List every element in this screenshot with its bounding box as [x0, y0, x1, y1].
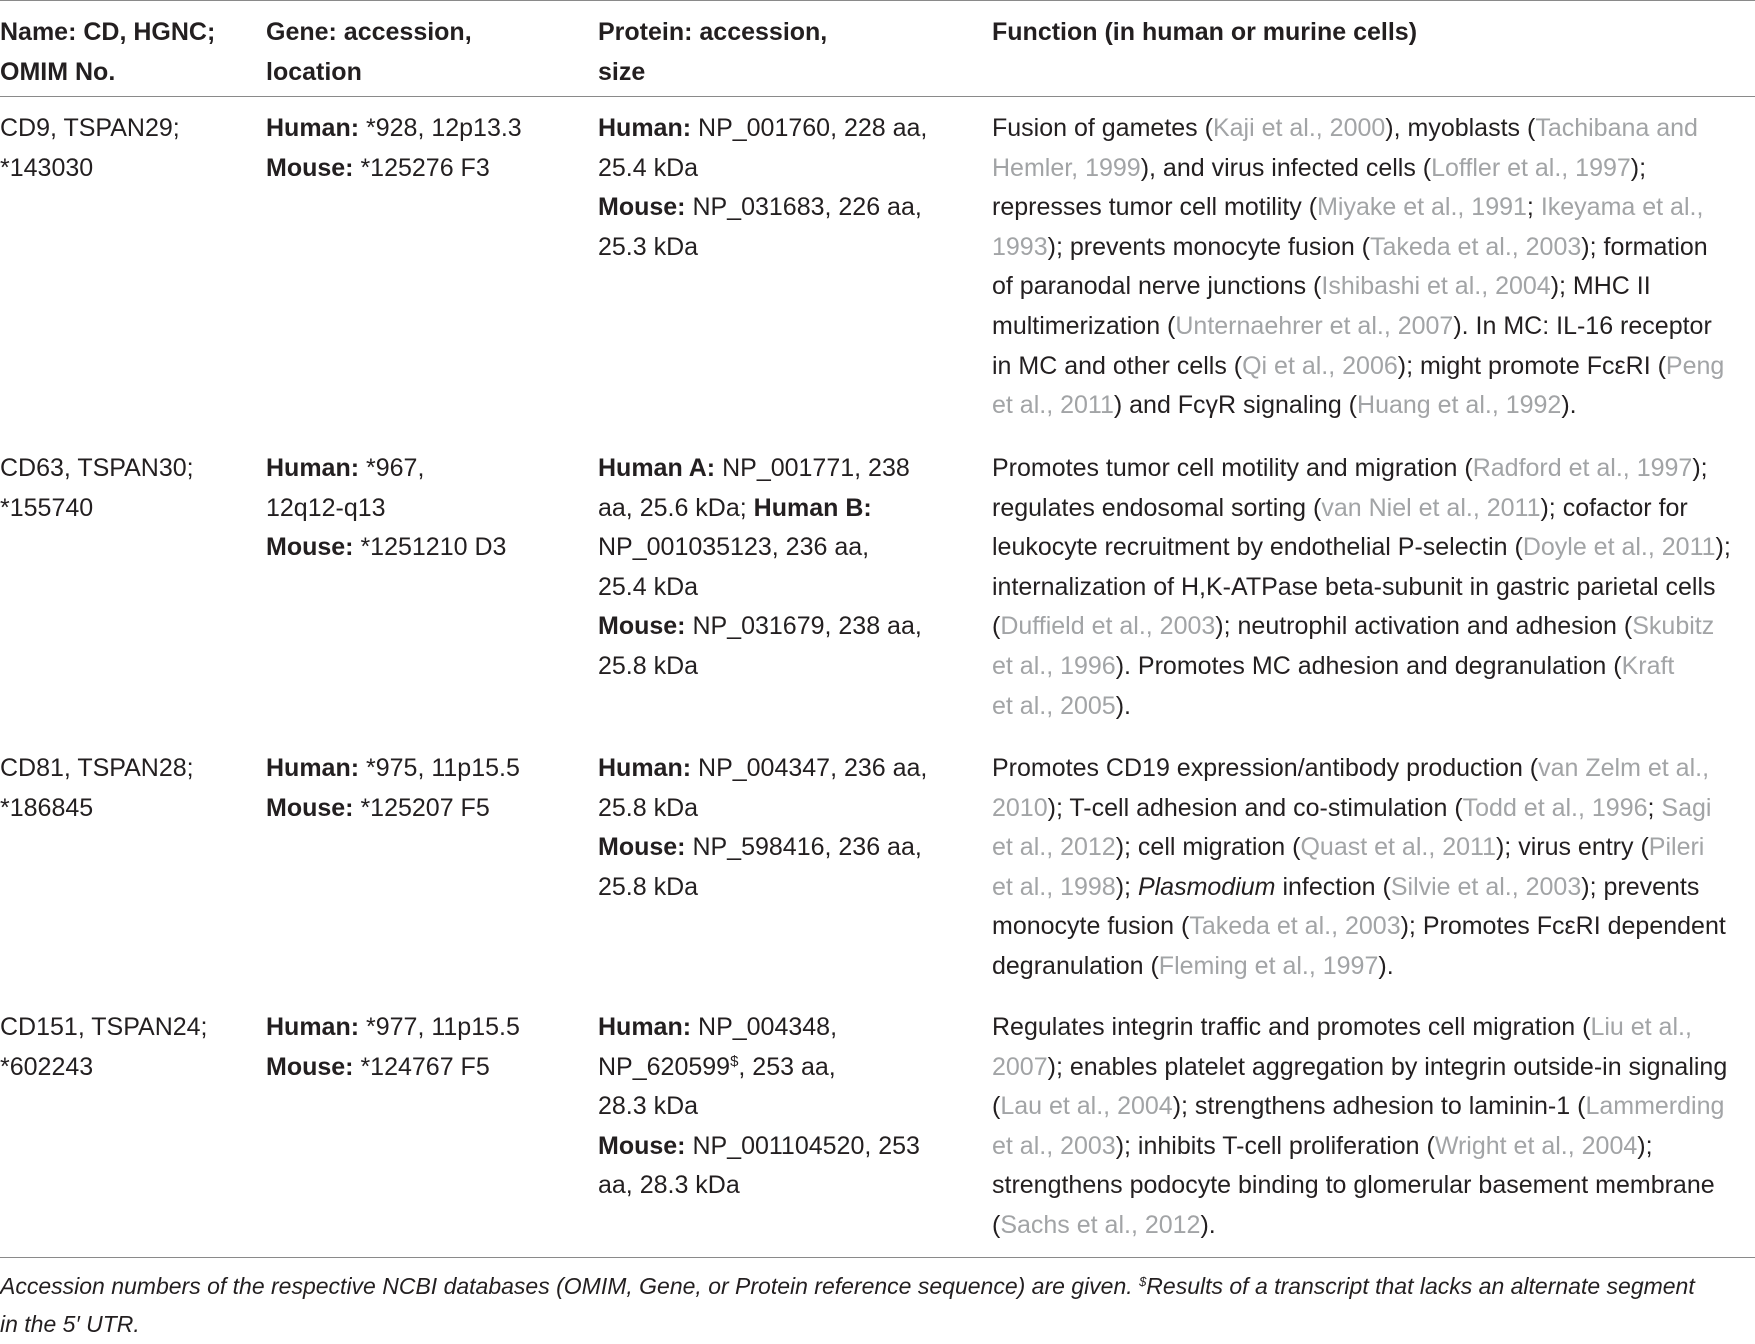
name-text: *186845	[0, 793, 94, 822]
protein-text: 25.4 kDa	[598, 572, 699, 601]
cell-line	[992, 1127, 1727, 1167]
function-text: Fusion of gametes (	[992, 114, 1213, 142]
protein-text: NP_001760, 228 aa,	[691, 114, 928, 142]
function-text: ).	[1561, 391, 1577, 420]
citation-link: Unternaehrer et al., 2007	[1175, 311, 1454, 340]
protein-text: NP_001771, 238	[715, 454, 910, 482]
header-protein-line: Protein: accession,	[598, 18, 828, 46]
function-text: (	[992, 612, 1001, 641]
citation-link: Hemler, 1999	[992, 153, 1141, 182]
function-text: (	[992, 1210, 1001, 1239]
citation-link: Todd et al., 1996	[1462, 793, 1648, 822]
function-text: );	[1637, 1131, 1653, 1160]
protein-text: NP_031683, 226 aa,	[685, 193, 922, 222]
function-text: );	[1630, 153, 1647, 182]
header-gene	[266, 12, 472, 92]
function-text: multimerization (	[992, 311, 1176, 340]
header-name-line: OMIM No.	[0, 58, 116, 86]
cell-line	[598, 489, 922, 529]
function-text: ); Promotes FcεRI dependent	[1400, 912, 1726, 941]
name-text: *143030	[0, 153, 94, 182]
name-text: CD63, TSPAN30;	[0, 454, 194, 482]
citation-link: Lau et al., 2004	[1000, 1092, 1173, 1121]
function-text: ); T-cell adhesion and co-stimulation (	[1047, 793, 1463, 822]
italic-term: Plasmodium	[1137, 872, 1276, 901]
gene-text: *125207 F5	[353, 793, 490, 822]
cell-line	[266, 1048, 520, 1088]
protein-cell	[598, 449, 922, 687]
cell-line	[266, 489, 506, 529]
cell-line	[266, 449, 506, 489]
species-label: Human:	[598, 1013, 692, 1041]
citation-link: Huang et al., 1992	[1357, 391, 1562, 420]
citation-link: Skubitz	[1632, 612, 1715, 641]
name-cell	[0, 449, 194, 528]
gene-cell	[266, 749, 520, 828]
citation-link: 1993	[992, 232, 1048, 261]
citation-link: et al., 1996	[992, 651, 1116, 680]
header-rule	[0, 96, 1755, 97]
function-text: monocyte fusion (	[992, 912, 1190, 941]
citation-link: 2010	[992, 793, 1048, 822]
cell-line	[0, 109, 180, 149]
citation-link: Loffler et al., 1997	[1431, 153, 1631, 182]
cell-line	[598, 607, 922, 647]
function-text: ); neutrophil activation and adhesion (	[1215, 612, 1633, 641]
function-text: ), myoblasts (	[1385, 114, 1536, 142]
gene-text: 12q12-q13	[266, 493, 386, 522]
cell-line	[992, 947, 1726, 987]
footnote-symbol: $	[730, 1052, 739, 1070]
citation-link: van Zelm et al.,	[1538, 754, 1710, 782]
species-label: Human:	[598, 114, 692, 142]
cell-line	[992, 449, 1731, 489]
cell-line	[598, 449, 922, 489]
protein-cell	[598, 1008, 920, 1206]
protein-text: , 253 aa,	[738, 1052, 836, 1081]
name-cell	[0, 109, 180, 188]
citation-link: Doyle et al., 2011	[1522, 533, 1716, 562]
gene-cell	[266, 109, 522, 188]
cell-line	[598, 109, 927, 149]
cell-line	[992, 1206, 1727, 1246]
function-text: Regulates integrin traffic and promotes cell migration (	[992, 1013, 1591, 1041]
cell-line	[598, 647, 922, 687]
table-footnote	[0, 1267, 1750, 1343]
cell-line	[992, 188, 1724, 228]
citation-link: Peng	[1665, 351, 1725, 380]
cell-line	[992, 109, 1724, 149]
cell-line	[266, 149, 522, 189]
species-label: Mouse:	[266, 533, 354, 562]
species-label: Human:	[266, 754, 360, 782]
cell-line	[992, 907, 1726, 947]
cell-line	[598, 528, 922, 568]
gene-cell	[266, 1008, 520, 1087]
cell-line	[598, 828, 927, 868]
species-label: Mouse:	[598, 833, 686, 862]
cell-line	[992, 307, 1724, 347]
function-text: ); inhibits T-cell proliferation (	[1115, 1131, 1435, 1160]
name-cell	[0, 749, 194, 828]
citation-link: Tachibana and	[1535, 114, 1698, 142]
function-text: ). In MC: IL-16 receptor	[1453, 311, 1712, 340]
species-label: Mouse:	[266, 793, 354, 822]
function-text: of paranodal nerve junctions (	[992, 272, 1322, 301]
header-function	[992, 12, 1417, 52]
function-text: ); strengthens adhesion to laminin-1 (	[1172, 1092, 1586, 1121]
function-text: ); prevents	[1581, 872, 1700, 901]
header-name-line: Name: CD, HGNC;	[0, 18, 216, 46]
species-label: Human:	[598, 754, 692, 782]
citation-link: Ikeyama et al.,	[1540, 193, 1704, 222]
citation-link: Sachs et al., 2012	[1000, 1210, 1201, 1239]
cell-line	[992, 528, 1731, 568]
cell-line	[266, 749, 520, 789]
function-text: ); virus entry (	[1495, 833, 1649, 862]
header-gene-line: Gene: accession,	[266, 18, 472, 46]
cell-line	[598, 1048, 920, 1088]
protein-cell	[598, 749, 927, 907]
cell-line	[992, 489, 1731, 529]
species-label: Mouse:	[266, 153, 354, 182]
function-text: in MC and other cells (	[992, 351, 1243, 380]
cell-line	[992, 267, 1724, 307]
footnote-text: Accession numbers of the respective NCBI databases (OMIM, Gene, or Protein reference sequence) are given.	[0, 1273, 1140, 1299]
citation-link: Wright et al., 2004	[1434, 1131, 1638, 1160]
species-label: Human B:	[753, 493, 872, 522]
species-label: Human:	[266, 454, 360, 482]
cell-line	[992, 749, 1726, 789]
function-text: ) and FcγR signaling (	[1113, 391, 1358, 420]
function-text: ;	[1647, 793, 1662, 822]
function-text: ), and virus infected cells (	[1140, 153, 1432, 182]
cell-line	[0, 1008, 208, 1048]
cell-line	[0, 449, 194, 489]
bottom-rule	[0, 1257, 1755, 1258]
gene-cell	[266, 449, 506, 568]
citation-link: Duffield et al., 2003	[1000, 612, 1216, 641]
function-text: represses tumor cell motility (	[992, 193, 1318, 222]
cell-line	[598, 789, 927, 829]
cell-line	[266, 1008, 520, 1048]
citation-link: Kraft	[1621, 651, 1675, 680]
name-text: CD81, TSPAN28;	[0, 754, 194, 782]
citation-link: Pileri	[1648, 833, 1705, 862]
citation-link: et al., 2011	[992, 391, 1114, 420]
gene-text: *975, 11p15.5	[359, 754, 520, 782]
footnote-symbol: $	[1139, 1274, 1147, 1289]
function-text: ); cofactor for	[1540, 493, 1688, 522]
cell-line	[992, 568, 1731, 608]
protein-text: 25.8 kDa	[598, 793, 699, 822]
citation-link: Radford et al., 1997	[1472, 454, 1693, 482]
name-cell	[0, 1008, 208, 1087]
citation-link: Silvie et al., 2003	[1390, 872, 1582, 901]
citation-link: et al., 2003	[992, 1131, 1116, 1160]
cell-line	[992, 789, 1726, 829]
function-text: ); enables platelet aggregation by integrin outside-in signaling	[1047, 1052, 1728, 1081]
function-text: regulates endosomal sorting (	[992, 493, 1322, 522]
gene-text: *967,	[359, 454, 425, 482]
function-text: ); formation	[1581, 232, 1708, 261]
citation-link: Quast et al., 2011	[1300, 833, 1496, 862]
cell-line	[0, 489, 194, 529]
species-label: Human A:	[598, 454, 716, 482]
function-text: infection (	[1275, 872, 1391, 901]
protein-text: NP_004347, 236 aa,	[691, 754, 928, 782]
protein-text: 25.8 kDa	[598, 651, 699, 680]
gene-text: *977, 11p15.5	[359, 1013, 520, 1041]
cell-line	[992, 149, 1724, 189]
function-text: ); MHC II	[1550, 272, 1651, 301]
cell-line	[992, 1087, 1727, 1127]
citation-link: Miyake et al., 1991	[1317, 193, 1527, 222]
species-label: Human:	[266, 114, 360, 142]
cell-line	[0, 789, 194, 829]
cell-line	[598, 1127, 920, 1167]
function-text: Promotes CD19 expression/antibody production (	[992, 754, 1539, 782]
cell-line	[992, 1008, 1727, 1048]
function-text: strengthens podocyte binding to glomerular basement membrane	[992, 1171, 1715, 1200]
function-text: ;	[1526, 193, 1541, 222]
cell-line	[598, 228, 927, 268]
gene-text: *124767 F5	[353, 1052, 490, 1081]
cell-line	[598, 1087, 920, 1127]
header-function-line: Function (in human or murine cells)	[992, 18, 1418, 46]
function-text: );	[1715, 533, 1731, 562]
protein-text: 28.3 kDa	[598, 1092, 699, 1121]
function-text: (	[992, 1092, 1001, 1121]
citation-link: Sagi	[1661, 793, 1712, 822]
function-text: ); cell migration (	[1115, 833, 1301, 862]
function-cell	[992, 109, 1724, 426]
citation-link: Fleming et al., 1997	[1158, 951, 1379, 980]
header-gene-line: location	[266, 58, 362, 86]
protein-text: 25.4 kDa	[598, 153, 699, 182]
citation-link: Kaji et al., 2000	[1212, 114, 1386, 142]
cell-line	[992, 1048, 1727, 1088]
citation-link: et al., 2005	[992, 691, 1116, 720]
species-label: Mouse:	[266, 1052, 354, 1081]
citation-link: Takeda et al., 2003	[1189, 912, 1401, 941]
protein-text: NP_001104520, 253	[685, 1131, 920, 1160]
cell-line	[992, 647, 1731, 687]
footnote-text: in the 5′ UTR.	[0, 1311, 140, 1337]
cell-line	[266, 109, 522, 149]
footnote-text: Results of a transcript that lacks an alternate segment	[1146, 1273, 1695, 1299]
function-text: internalization of H,K-ATPase beta-subunit in gastric parietal cells	[992, 572, 1716, 601]
name-text: *602243	[0, 1052, 94, 1081]
gene-text: *1251210 D3	[353, 533, 507, 562]
function-text: );	[1692, 454, 1708, 482]
species-label: Human:	[266, 1013, 360, 1041]
cell-line	[0, 1048, 208, 1088]
citation-link: et al., 1998	[992, 872, 1116, 901]
cell-line	[992, 868, 1726, 908]
cell-line	[992, 828, 1726, 868]
header-protein-line: size	[598, 58, 646, 86]
protein-text: NP_598416, 236 aa,	[685, 833, 922, 862]
function-text: ).	[1378, 951, 1394, 980]
cell-line	[598, 1008, 920, 1048]
function-text: ).	[1115, 691, 1131, 720]
function-text: ); prevents monocyte fusion (	[1047, 232, 1370, 261]
cell-line	[598, 188, 927, 228]
cell-line	[992, 1166, 1727, 1206]
species-label: Mouse:	[598, 1131, 686, 1160]
function-cell	[992, 749, 1726, 987]
protein-text: aa, 28.3 kDa	[598, 1171, 740, 1200]
protein-text: NP_001035123, 236 aa,	[598, 533, 870, 562]
citation-link: Liu et al.,	[1590, 1013, 1692, 1041]
cell-line	[992, 228, 1724, 268]
citation-link: Qi et al., 2006	[1242, 351, 1398, 380]
cell-line	[0, 749, 194, 789]
cell-line	[266, 789, 520, 829]
citation-link: van Niel et al., 2011	[1321, 493, 1541, 522]
cell-line	[598, 568, 922, 608]
function-cell	[992, 449, 1731, 726]
protein-text: NP_620599	[598, 1052, 731, 1081]
cell-line	[598, 149, 927, 189]
function-text: leukocyte recruitment by endothelial P-selectin (	[992, 533, 1523, 562]
function-cell	[992, 1008, 1727, 1246]
header-protein	[598, 12, 827, 92]
protein-cell	[598, 109, 927, 267]
cell-line	[992, 687, 1731, 727]
citation-link: et al., 2012	[992, 833, 1116, 862]
name-text: CD9, TSPAN29;	[0, 114, 180, 142]
protein-text: NP_004348,	[691, 1013, 838, 1041]
function-text: );	[1115, 872, 1138, 901]
function-text: ). Promotes MC adhesion and degranulation (	[1115, 651, 1622, 680]
header-name	[0, 12, 215, 92]
cell-line	[598, 749, 927, 789]
function-text: degranulation (	[992, 951, 1159, 980]
species-label: Mouse:	[598, 612, 686, 641]
protein-text: NP_031679, 238 aa,	[685, 612, 922, 641]
name-text: CD151, TSPAN24;	[0, 1013, 208, 1041]
function-text: ).	[1200, 1210, 1216, 1239]
gene-text: *125276 F3	[353, 153, 490, 182]
cell-line	[992, 607, 1731, 647]
cell-line	[598, 1166, 920, 1206]
cell-line	[598, 868, 927, 908]
cell-line	[0, 149, 180, 189]
citation-link: Ishibashi et al., 2004	[1321, 272, 1551, 301]
protein-text: 25.8 kDa	[598, 872, 699, 901]
citation-link: Takeda et al., 2003	[1370, 232, 1582, 261]
gene-text: *928, 12p13.3	[359, 114, 522, 142]
protein-text: 25.3 kDa	[598, 232, 699, 261]
function-text: ); might promote FcεRI (	[1397, 351, 1666, 380]
function-text: Promotes tumor cell motility and migration (	[992, 454, 1473, 482]
cell-line	[992, 386, 1724, 426]
species-label: Mouse:	[598, 193, 686, 222]
citation-link: 2007	[992, 1052, 1048, 1081]
top-rule	[0, 0, 1755, 1]
name-text: *155740	[0, 493, 94, 522]
cell-line	[992, 347, 1724, 387]
cell-line	[266, 528, 506, 568]
protein-text: aa, 25.6 kDa;	[598, 493, 754, 522]
citation-link: Lammerding	[1585, 1092, 1725, 1121]
